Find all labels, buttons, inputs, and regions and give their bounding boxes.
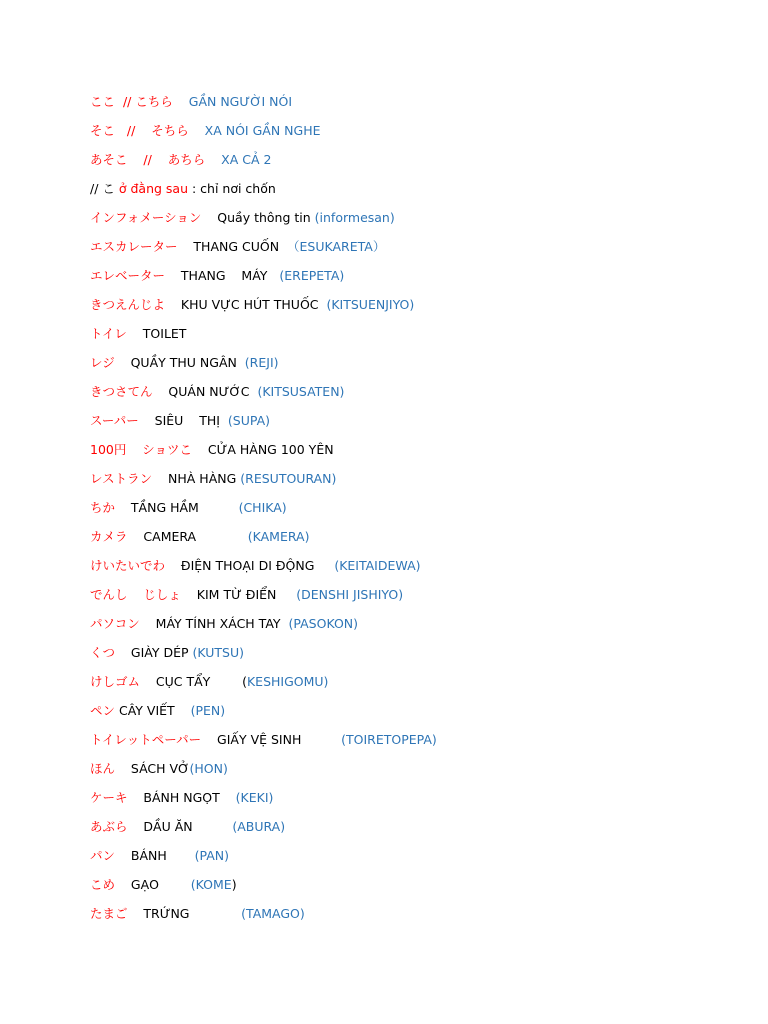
vocab-segment: ここ	[90, 94, 116, 109]
vocab-segment: // こちら	[115, 94, 173, 109]
vocab-line	[90, 150, 750, 179]
vocab-segment: TẦNG HẦM	[115, 500, 239, 515]
vocab-line	[90, 440, 750, 469]
vocab-segment: (PASOKON)	[288, 616, 359, 631]
vocab-segment: (PEN)	[190, 703, 226, 718]
vocab-segment: パソコン	[90, 616, 140, 631]
vocab-segment: )	[231, 877, 237, 892]
vocab-segment: きつさてん	[90, 384, 153, 399]
vocab-segment: (PAN)	[194, 848, 230, 863]
vocab-segment: TOILET	[126, 326, 187, 341]
vocab-line	[90, 498, 750, 527]
vocab-line	[90, 817, 750, 846]
vocab-segment: あぶら	[90, 819, 128, 834]
vocab-line	[90, 672, 750, 701]
vocab-segment: ở đằng sau	[118, 181, 189, 196]
vocab-line	[90, 875, 750, 904]
vocab-segment: (KAMERA)	[247, 529, 310, 544]
vocab-line	[90, 585, 750, 614]
vocab-segment: ほん	[90, 761, 116, 776]
vocab-segment: THANG CUỐN	[177, 239, 288, 254]
vocab-segment: (HON)	[189, 761, 228, 776]
vocab-line	[90, 759, 750, 788]
vocab-segment: ペン	[90, 703, 116, 718]
vocab-segment: SÁCH VỞ	[115, 761, 190, 776]
vocab-line	[90, 527, 750, 556]
vocab-segment: でんし じしょ	[90, 587, 181, 602]
vocab-segment: ケーキ	[90, 790, 128, 805]
vocab-segment: BÁNH	[115, 848, 195, 863]
vocab-segment: CÂY VIẾT	[115, 703, 191, 718]
vocab-segment: TRỨNG	[127, 906, 242, 921]
vocab-segment: (REJI)	[244, 355, 279, 370]
vocab-line	[90, 411, 750, 440]
vocab-line	[90, 382, 750, 411]
vocab-line	[90, 324, 750, 353]
vocab-segment: CỤC TẨY (	[140, 674, 247, 689]
vocab-line	[90, 904, 750, 933]
vocab-segment: GẦN NGƯỜI NÓI	[172, 94, 293, 109]
vocab-segment: KHU VỰC HÚT THUỐC	[165, 297, 327, 312]
vocab-line	[90, 730, 750, 759]
vocab-segment: けいたいでわ	[90, 558, 166, 573]
vocab-line	[90, 701, 750, 730]
vocab-segment: GẠO	[115, 877, 191, 892]
vocab-segment: (TOIRETOPEPA)	[341, 732, 437, 747]
vocab-segment: ĐIỆN THOẠI DI ĐỘNG	[165, 558, 335, 573]
vocab-segment: (KOME	[190, 877, 232, 892]
vocab-segment: (KEITAIDEWA)	[334, 558, 421, 573]
vocab-segment: カメラ	[90, 529, 128, 544]
vocab-segment: (KUTSU)	[192, 645, 244, 660]
vocab-segment: // こ	[90, 181, 119, 196]
vocab-segment: QUẦY THU NGÂN	[114, 355, 245, 370]
vocab-segment: こめ	[90, 877, 116, 892]
vocab-segment: ちか	[90, 500, 116, 515]
vocab-line	[90, 266, 750, 295]
vocab-segment: けしゴム	[90, 674, 141, 689]
vocab-segment: KESHIGOMU)	[246, 674, 329, 689]
vocab-segment: CỬA HÀNG 100 YÊN	[192, 442, 334, 457]
vocab-segment: (TAMAGO)	[241, 906, 305, 921]
vocab-segment: きつえんじよ	[90, 297, 166, 312]
vocab-segment: スーパー	[90, 413, 139, 428]
vocab-segment: : chỉ nơi chốn	[188, 181, 276, 196]
vocab-segment: (RESUTOURAN)	[240, 471, 337, 486]
vocab-segment: Quầy thông tin	[201, 210, 315, 225]
vocab-segment: そこ	[90, 123, 116, 138]
vocab-segment: KIM TỪ ĐIỂN	[180, 587, 297, 602]
vocab-line	[90, 556, 750, 585]
vocab-line	[90, 643, 750, 672]
vocab-line	[90, 846, 750, 875]
vocab-segment: MÁY TÍNH XÁCH TAY	[139, 616, 289, 631]
vocab-segment: トイレ	[90, 326, 127, 341]
vocab-segment: NHÀ HÀNG	[152, 471, 241, 486]
vocab-line	[90, 353, 750, 382]
vocab-segment: GIÀY DÉP	[115, 645, 193, 660]
vocab-line	[90, 237, 750, 266]
vocab-segment: (CHIKA)	[238, 500, 287, 515]
vocab-segment: (KITSUSATEN)	[257, 384, 345, 399]
vocab-segment: エスカレーター	[90, 239, 178, 254]
vocab-line	[90, 295, 750, 324]
vocab-segment: // あちら	[127, 152, 206, 167]
vocab-segment: XA NÓI GẦN NGHE	[188, 123, 321, 138]
vocab-segment: くつ	[90, 645, 116, 660]
vocab-segment: パン	[90, 848, 116, 863]
vocab-segment: たまご	[90, 906, 128, 921]
vocab-segment: SIÊU THỊ	[138, 413, 228, 428]
vocab-segment: BÁNH NGỌT	[127, 790, 236, 805]
vocab-segment: トイレットペーパー	[90, 732, 202, 747]
vocab-segment: // そちら	[115, 123, 189, 138]
vocab-segment: XA CẢ 2	[205, 152, 272, 167]
vocab-segment: エレベーター	[90, 268, 166, 283]
vocab-line	[90, 614, 750, 643]
vocab-line	[90, 92, 750, 121]
vocab-segment: (EREPETA)	[279, 268, 345, 283]
vocab-segment: (KITSUENJIYO)	[326, 297, 415, 312]
vocab-segment: GIẤY VỆ SINH	[201, 732, 342, 747]
vocab-line	[90, 179, 750, 208]
vocab-segment: あそこ	[90, 152, 128, 167]
vocab-line	[90, 208, 750, 237]
vocab-segment: （ESUKARETA）	[287, 239, 386, 254]
vocab-segment: (ABURA)	[232, 819, 286, 834]
vocab-segment: (SUPA)	[227, 413, 271, 428]
vocab-segment: (informesan)	[314, 210, 395, 225]
vocab-segment: (KEKI)	[235, 790, 274, 805]
vocabulary-document	[90, 92, 750, 933]
vocab-segment: CAMERA	[127, 529, 248, 544]
vocab-segment: レジ	[90, 355, 115, 370]
vocab-segment: 100円 ショツこ	[90, 442, 193, 457]
vocab-segment: (DENSHI JISHIYO)	[296, 587, 404, 602]
vocab-line	[90, 788, 750, 817]
vocab-segment: DẦU ĂN	[127, 819, 233, 834]
vocab-segment: THANG MÁY	[165, 268, 280, 283]
vocab-segment: レストラン	[90, 471, 153, 486]
vocab-segment: QUÁN NƯỚC	[152, 384, 258, 399]
vocab-line	[90, 469, 750, 498]
vocab-segment: インフォメーション	[90, 210, 202, 225]
vocab-line	[90, 121, 750, 150]
